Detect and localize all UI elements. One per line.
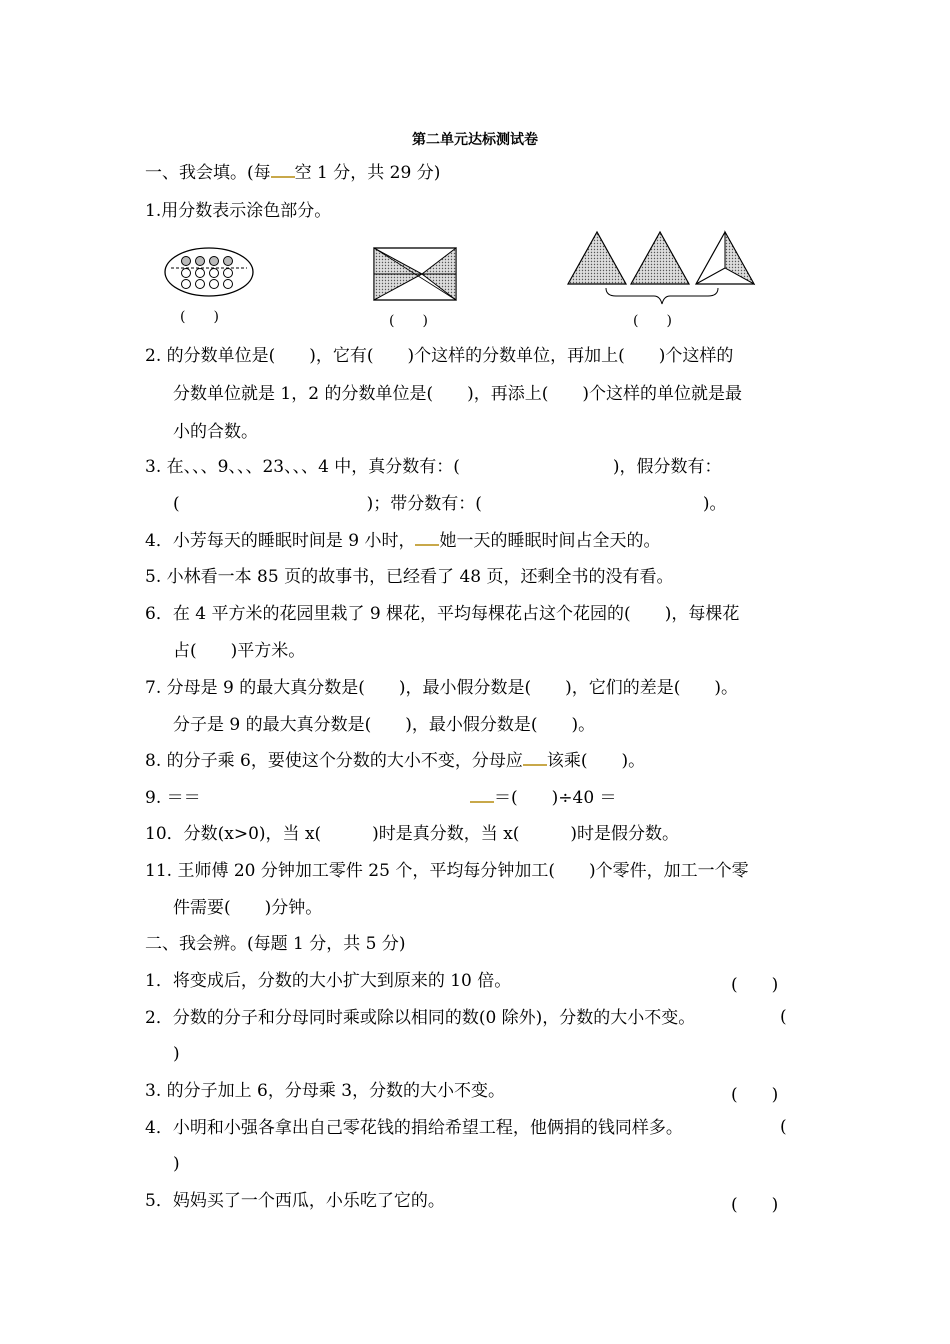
question-5: 5. 小林看一本 85 页的故事书，已经看了 48 页，还剩全书的没有看。: [145, 567, 674, 587]
judge-answer-3: ( ): [731, 1085, 779, 1105]
answer-paren-3: ( ): [633, 313, 672, 329]
highlight-blank: [415, 534, 439, 546]
question-4: 4．小芳每天的睡眠时间是 9 小时， 她一天的睡眠时间占全天的。: [145, 531, 661, 551]
judge-question-3: 3. 的分子加上 6，分母乘 3，分数的大小不变。: [145, 1081, 506, 1101]
question-2-line-2: 分数单位就是 1，2 的分数单位是( )，再添上( )个这样的单位就是最: [173, 384, 742, 404]
question-11-line-2: 件需要( )分钟。: [173, 898, 323, 918]
question-10: 10．分数(x>0)，当 x( )时是真分数，当 x( )时是假分数。: [145, 824, 680, 844]
question-2-line-3: 小的合数。: [173, 422, 258, 442]
judge-question-1: 1．将变成后，分数的大小扩大到原来的 10 倍。: [145, 971, 512, 991]
question-8: 8. 的分子乘 6，要使这个分数的大小不变，分母应 该乘( )。: [145, 751, 646, 771]
highlight-blank: [271, 166, 295, 178]
triangles-figure: [566, 230, 756, 306]
judge-question-5: 5．妈妈买了一个西瓜，小乐吃了它的。: [145, 1191, 445, 1211]
question-1: 1.用分数表示涂色部分。: [145, 201, 332, 221]
section2-header: 二、我会辨。(每题 1 分，共 5 分): [145, 934, 406, 954]
question-6-line-2: 占( )平方米。: [173, 641, 306, 661]
judge-answer-4-close: ): [173, 1154, 180, 1174]
judge-answer-1: ( ): [731, 975, 779, 995]
question-9-end: ＝( )÷40 ＝: [470, 787, 617, 809]
rectangle-shaded-figure: [372, 246, 458, 302]
judge-answer-2-open: (: [780, 1007, 787, 1027]
judge-answer-4-open: (: [780, 1117, 787, 1137]
judge-answer-2-close: ): [173, 1044, 180, 1064]
judge-question-2: 2．分数的分子和分母同时乘或除以相同的数(0 除外)，分数的大小不变。: [145, 1008, 696, 1028]
judge-answer-5: ( ): [731, 1195, 779, 1215]
question-7-line-2: 分子是 9 的最大真分数是( )，最小假分数是( )。: [173, 715, 596, 735]
question-11-line-1: 11. 王师傅 20 分钟加工零件 25 个，平均每分钟加工( )个零件，加工一个零: [145, 861, 749, 881]
answer-paren-1: ( ): [180, 309, 219, 325]
page-title: 第二单元达标测试卷: [412, 132, 538, 148]
question-9-start: 9. ＝＝: [145, 788, 201, 808]
question-3-line-2: ( )；带分数有：( )。: [173, 494, 727, 514]
section1-header: 一、我会填。(每 空 1 分，共 29 分): [145, 163, 441, 183]
question-2-line-1: 2. 的分数单位是( )，它有( )个这样的分数单位，再加上( )个这样的: [145, 346, 734, 366]
question-6-line-1: 6．在 4 平方米的花园里栽了 9 棵花，平均每棵花占这个花园的( )，每棵花: [145, 604, 740, 624]
highlight-blank: [470, 791, 494, 803]
ellipse-circles-figure: [163, 246, 255, 298]
answer-paren-2: ( ): [389, 313, 428, 329]
question-7-line-1: 7. 分母是 9 的最大真分数是( )，最小假分数是( )，它们的差是( )。: [145, 678, 739, 698]
highlight-blank: [523, 754, 547, 766]
question-3-line-1: 3. 在、、、9、、、23、、、4 中，真分数有：( )，假分数有：: [145, 457, 722, 477]
judge-question-4: 4．小明和小强各拿出自己零花钱的捐给希望工程，他俩捐的钱同样多。: [145, 1118, 683, 1138]
